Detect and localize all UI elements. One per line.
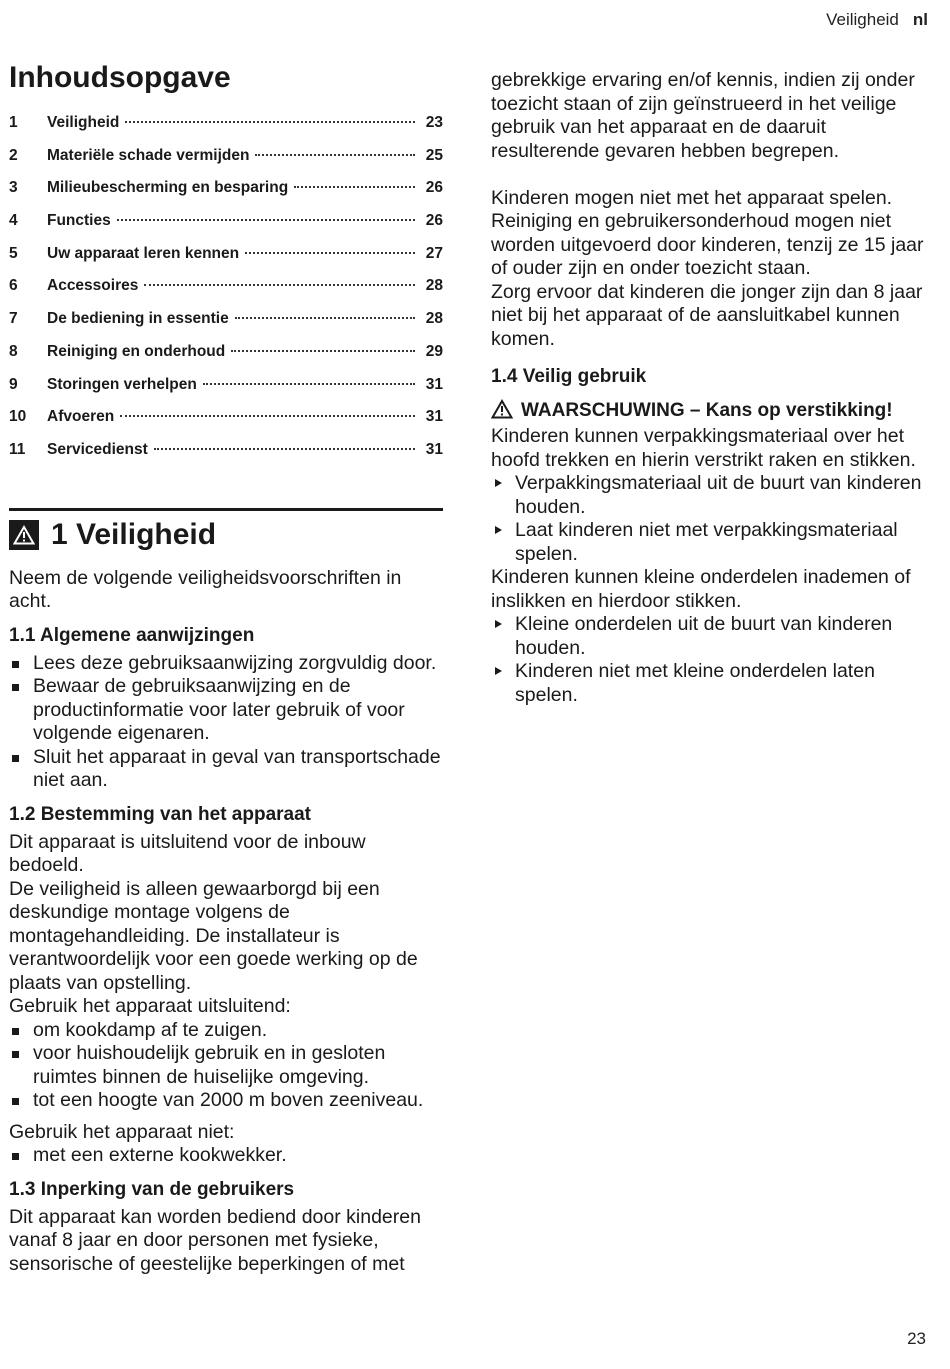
toc-label: Servicedienst [47, 440, 148, 458]
paragraph: Kinderen mogen niet met het apparaat spelen. [491, 186, 893, 209]
toc-leader [203, 383, 415, 385]
toc-num: 5 [9, 244, 18, 262]
list-item: Sluit het apparaat in geval van transportschade niet aan. [9, 746, 443, 793]
toc-label: Functies [47, 212, 111, 230]
list-item: Lees deze gebruiksaanwijzing zorgvuldig door. [9, 652, 443, 676]
action-step: Kinderen niet met kleine onderdelen laten spelen. [491, 660, 931, 707]
running-header [826, 10, 928, 30]
toc-num: 2 [9, 146, 18, 164]
toc-leader [117, 219, 415, 221]
toc-label: Materiële schade vermijden [47, 146, 250, 164]
toc-leader [294, 186, 415, 188]
list-item: Bewaar de gebruiksaanwijzing en de productinformatie voor later gebruik of voor volgende eigenaren. [9, 675, 443, 746]
toc-label: Reiniging en onderhoud [47, 342, 226, 360]
paragraph: Dit apparaat is uitsluitend voor de inbouw bedoeld. [9, 830, 366, 877]
toc-item[interactable] [9, 245, 443, 278]
toc-label: Accessoires [47, 277, 139, 295]
toc-title: Inhoudsopgave [9, 61, 231, 94]
toc-label: Milieubescherming en besparing [47, 179, 289, 197]
paragraph: De veiligheid is alleen gewaarborgd bij een deskundige montage volgens de montagehandleiding. De installateur is verantwoordelijk voor een goede werking op de plaats van opstelling. [9, 877, 418, 994]
toc-num: 7 [9, 310, 18, 328]
right-column [491, 69, 931, 707]
toc-label: De bediening in essentie [47, 310, 229, 328]
toc-page: 31 [425, 408, 443, 426]
subsection-1-4-title: 1.4 Veilig gebruik [491, 366, 647, 387]
safety-intro: Neem de volgende veiligheidsvoorschriften in acht. [9, 566, 402, 613]
toc-label: Afvoeren [47, 408, 115, 426]
header-section: Veiligheid [826, 10, 899, 29]
paragraph: Gebruik het apparaat niet: [9, 1120, 235, 1143]
toc-leader [125, 121, 415, 123]
warning-text: WAARSCHUWING – Kans op verstikking! [521, 400, 893, 421]
page-number: 23 [907, 1329, 926, 1348]
toc-page: 31 [425, 375, 443, 393]
toc-num: 3 [9, 179, 18, 197]
toc-num: 6 [9, 277, 18, 295]
action-steps-packaging [491, 472, 931, 566]
toc-leader [245, 252, 415, 254]
not-intended-list [9, 1144, 443, 1168]
toc-page: 25 [425, 146, 443, 164]
subsection-1-1-title: 1.1 Algemene aanwijzingen [9, 624, 255, 646]
toc-num: 4 [9, 212, 18, 230]
paragraph: Kinderen kunnen kleine onderdelen inademen of inslikken en hierdoor stikken. [491, 566, 911, 612]
toc-leader [120, 415, 415, 417]
toc-page: 27 [425, 244, 443, 262]
toc-label: Storingen verhelpen [47, 375, 197, 393]
toc-page: 23 [425, 114, 443, 131]
toc-page: 26 [425, 179, 443, 197]
toc-page: 31 [425, 440, 443, 458]
list-item: om kookdamp af te zuigen. [9, 1019, 443, 1043]
paragraph: Gebruik het apparaat uitsluitend: [9, 995, 291, 1018]
toc-page: 28 [425, 310, 443, 328]
left-column [9, 58, 443, 1276]
action-step: Verpakkingsmateriaal uit de buurt van kinderen houden. [491, 472, 931, 519]
toc-page: 29 [425, 342, 443, 360]
section-title: 1 Veiligheid [51, 517, 217, 551]
toc-item[interactable] [9, 179, 443, 212]
list-item: met een externe kookwekker. [9, 1144, 443, 1168]
toc-num: 11 [9, 440, 26, 458]
warning-heading [491, 399, 931, 423]
toc-num: 9 [9, 375, 18, 393]
list-item: voor huishoudelijk gebruik en in gesloten ruimtes binnen de huiselijke omgeving. [9, 1042, 443, 1089]
toc-item[interactable] [9, 114, 443, 147]
toc-item[interactable] [9, 408, 443, 441]
action-step: Laat kinderen niet met verpakkingsmateriaal spelen. [491, 519, 931, 566]
action-steps-small-parts [491, 613, 931, 707]
toc-page: 28 [425, 277, 443, 295]
toc-item[interactable] [9, 147, 443, 180]
paragraph: Dit apparaat kan worden bediend door kinderen vanaf 8 jaar en door personen met fysieke, sensorische of geestelijke beperkingen of met [9, 1205, 421, 1275]
toc-label: Veiligheid [47, 114, 120, 131]
paragraph: Zorg ervoor dat kinderen die jonger zijn dan 8 jaar niet bij het apparaat of de aansluitkabel kunnen komen. [491, 280, 923, 350]
toc-page: 26 [425, 212, 443, 230]
table-of-contents [9, 114, 443, 474]
toc-num: 1 [9, 114, 18, 131]
paragraph-continued-text: gebrekkige ervaring en/of kennis, indien zij onder toezicht staan of zijn geïnstrueerd in het veilige gebruik van het apparaat en de daaruit resulterende gevaren hebben begrepen. [491, 69, 915, 162]
header-language: nl [912, 10, 928, 29]
paragraph: Reiniging en gebruikersonderhoud mogen niet worden uitgevoerd door kinderen, tenzij ze 15 jaar of ouder zijn en onder toezicht staan. [491, 210, 924, 279]
toc-label: Uw apparaat leren kennen [47, 244, 240, 262]
warning-icon [9, 520, 39, 550]
toc-item[interactable] [9, 277, 443, 310]
action-step: Kleine onderdelen uit de buurt van kinderen houden. [491, 613, 931, 660]
toc-item[interactable] [9, 343, 443, 376]
toc-leader [235, 317, 415, 319]
general-instructions-list [9, 652, 443, 793]
toc-item[interactable] [9, 310, 443, 343]
toc-num: 8 [9, 342, 18, 360]
section-heading [9, 508, 443, 555]
paragraph: Kinderen kunnen verpakkingsmateriaal over het hoofd trekken en hierin verstrikt raken en stikken. [491, 425, 916, 471]
toc-leader [144, 284, 415, 286]
toc-leader [255, 154, 415, 156]
subsection-1-3-title: 1.3 Inperking van de gebruikers [9, 1178, 295, 1200]
warning-triangle-icon [491, 399, 513, 419]
subsection-1-2-title: 1.2 Bestemming van het apparaat [9, 803, 311, 825]
list-item: tot een hoogte van 2000 m boven zeeniveau. [9, 1089, 443, 1113]
toc-leader [154, 448, 415, 450]
toc-item[interactable] [9, 212, 443, 245]
toc-item[interactable] [9, 441, 443, 474]
paragraph-continued [491, 69, 931, 187]
toc-num: 10 [9, 408, 27, 426]
toc-leader [231, 350, 415, 352]
intended-use-list [9, 1019, 443, 1113]
toc-item[interactable] [9, 376, 443, 409]
